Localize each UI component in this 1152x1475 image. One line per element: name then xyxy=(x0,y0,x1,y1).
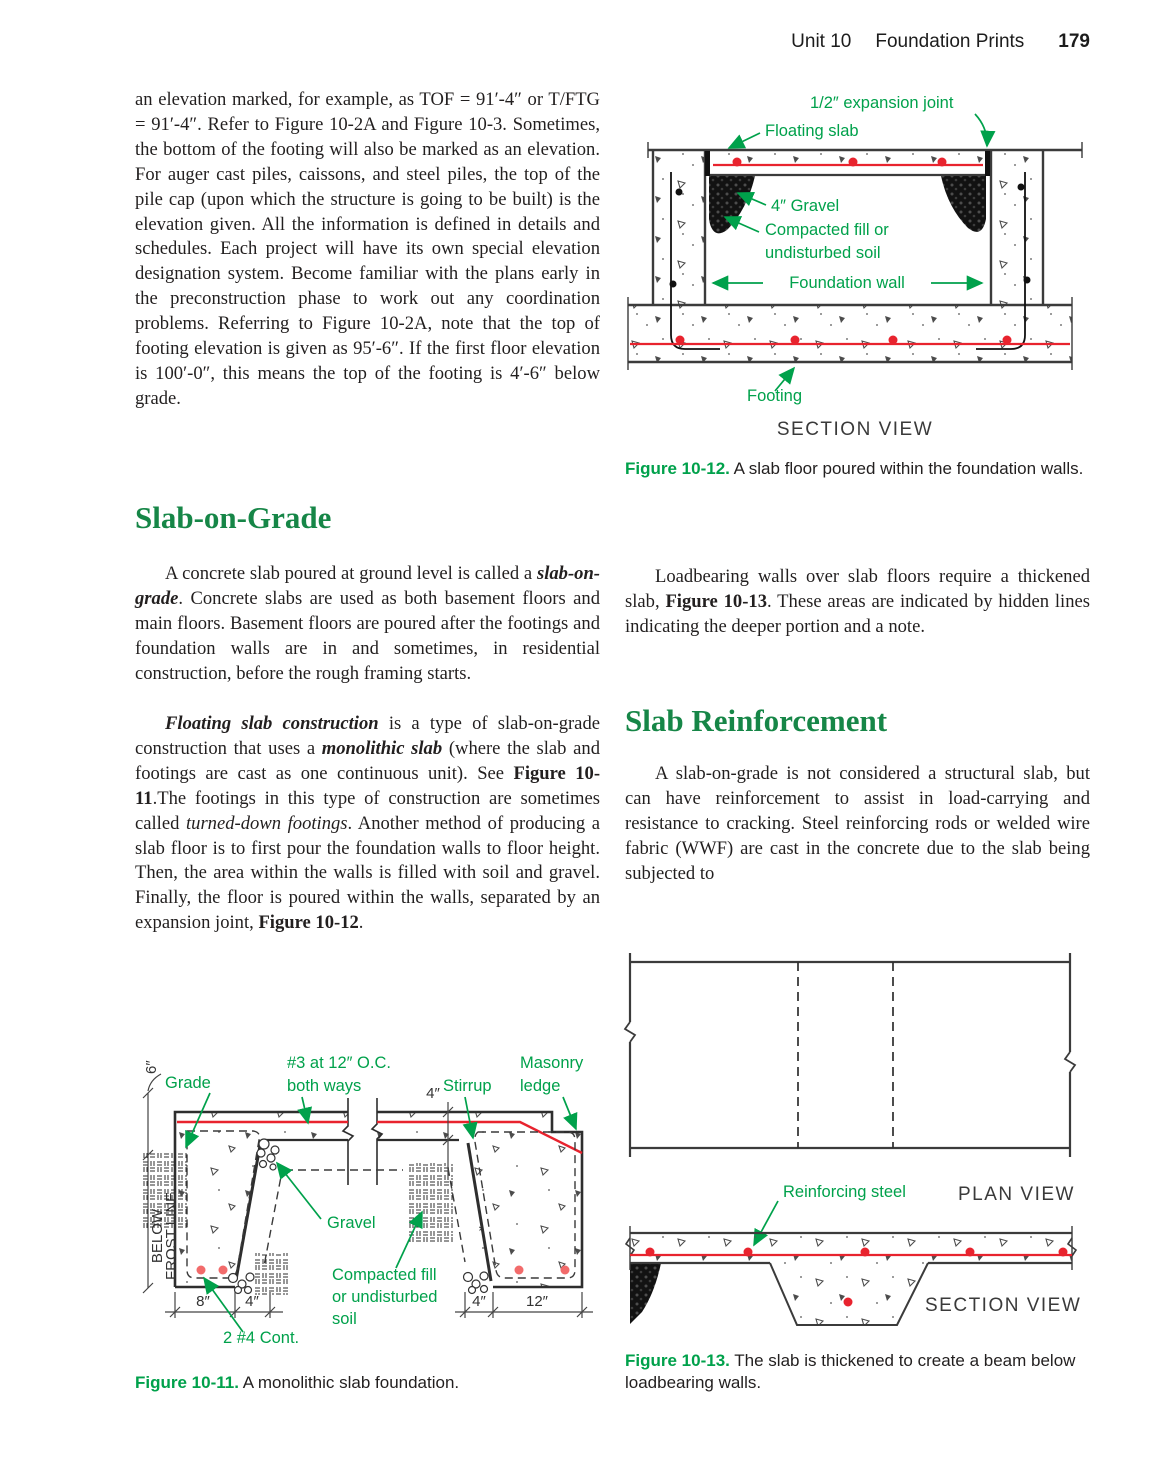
gravel-label: Gravel xyxy=(327,1214,376,1232)
compacted-fill-label-line1: Compacted fill xyxy=(332,1266,437,1284)
dim-6in: 6″ xyxy=(143,1060,160,1074)
running-head xyxy=(0,31,1090,53)
masonry-ledge-label-line1: Masonry xyxy=(520,1054,584,1072)
gravel-mass-left xyxy=(709,176,755,233)
left-foundation-wall xyxy=(653,150,705,305)
paragraph-elevation: an elevation marked, for example, as TOF = 91′-4″ or T/FTG = 91′-4″. Refer to Figure 10-2A and Figure 10-3. Sometimes, the bottom of the footing will also be marked as an elevation. For auger cast piles, caissons, and steel piles, the top of the pile cap (upon which the structure is going to be built) is the elevation given. All the information is defined in details and schedules. Each project will have its own special elevation designation system. Become familiar with the plans early in the preconstruction phase to work out any coordination problems. Referring to Figure 10-2A, note that the top of footing elevation is given as 95′-6″. If the first floor elevation is 100′-0″, this means the top of the footing is 4′-6″ below grade. xyxy=(135,89,600,409)
bars-label-line1: #3 at 12″ O.C. xyxy=(287,1054,391,1072)
section-slab-body xyxy=(630,1233,1072,1263)
expansion-joint-label: 1/2″ expansion joint xyxy=(810,94,954,112)
figure-10-12-slab-floor-drawing xyxy=(625,92,1090,442)
chapter-title: Foundation Prints xyxy=(875,31,1025,52)
expansion-joint-right xyxy=(985,151,990,176)
rebar-cont-label: 2 #4 Cont. xyxy=(223,1329,300,1347)
compacted-fill-label-line2: undisturbed soil xyxy=(765,244,881,262)
plan-view-outline xyxy=(625,953,1075,1157)
figure-10-11-caption-text: A monolithic slab foundation. xyxy=(238,1373,460,1392)
heading-slab-on-grade: Slab-on-Grade xyxy=(135,500,332,535)
gravel-label: 4″ Gravel xyxy=(771,197,840,215)
compacted-fill-label-line1: Compacted fill or xyxy=(765,221,889,239)
figure-10-12-caption xyxy=(625,458,1090,480)
gravel-mass-right xyxy=(941,176,986,232)
figure-10-13-caption-text: The slab is thickened to create a beam below loadbearing walls. xyxy=(625,1351,1076,1392)
thickened-area-hidden-lines xyxy=(798,962,893,1148)
section-view-label: SECTION VIEW xyxy=(925,1295,1082,1316)
soil-mass-left xyxy=(630,1263,661,1324)
footing-label: Footing xyxy=(747,387,803,405)
grade-label: Grade xyxy=(165,1074,211,1092)
figure-10-13-caption-label: Figure 10-13. xyxy=(625,1351,730,1370)
below-label: BELOW xyxy=(149,1208,166,1264)
page-number: 179 xyxy=(1058,31,1090,52)
frost-line-label: FROST LINE xyxy=(163,1191,180,1281)
paragraph-loadbearing: Loadbearing walls over slab floors require a thickened slab, Figure 10-13. These areas are indicated by hidden lines indicating the deeper portion and a note. xyxy=(625,566,1090,637)
figure-10-13-thickened-slab-drawing xyxy=(625,950,1090,1340)
plan-view-label: PLAN VIEW xyxy=(958,1184,1075,1205)
heading-slab-reinforcement: Slab Reinforcement xyxy=(625,703,888,738)
figure-10-11-caption xyxy=(135,1372,600,1394)
floating-slab-label: Floating slab xyxy=(765,122,859,140)
dim-4in-left: 4″ xyxy=(245,1293,259,1310)
dim-4in-right: 4″ xyxy=(472,1293,486,1310)
dim-8in: 8″ xyxy=(196,1293,210,1310)
expansion-joint-left xyxy=(705,151,710,176)
figure-10-13-caption xyxy=(625,1350,1090,1393)
figure-10-11-monolithic-slab-drawing xyxy=(135,1040,600,1370)
paragraph-concrete-slab: A concrete slab poured at ground level is called a slab-on-grade. Concrete slabs are used as both basement floors and main floors. Basement floors are poured after the footings and foundation walls are in and sometimes, in residential construction, before the rough framing starts. xyxy=(135,563,600,684)
bars-label-line2: both ways xyxy=(287,1077,362,1095)
paragraph-reinforcement: A slab-on-grade is not considered a structural slab, but can have reinforcement to assist in load-carrying and resistance to cracking. Steel reinforcing rods or welded wire fabric (WWF) are cast in the concrete due to the slab being subjected to xyxy=(625,763,1090,884)
soil-hatch-under-footing xyxy=(255,1253,289,1295)
right-foundation-wall xyxy=(991,150,1043,305)
stirrup-label: Stirrup xyxy=(443,1077,492,1095)
reinforcing-steel-label: Reinforcing steel xyxy=(783,1183,906,1201)
compacted-fill-label-line3: soil xyxy=(332,1310,357,1328)
figure-10-11-caption-label: Figure 10-11. xyxy=(135,1373,239,1392)
figure-10-12-caption-text: A slab floor poured within the foundation walls. xyxy=(729,459,1084,478)
paragraph-floating-slab: Floating slab construction is a type of slab-on-grade construction that uses a monolithic slab (where the slab and footings are cast as one continuous unit). See Figure 10-11.The footings in this type of construction are sometimes called turned-down footings. Another method of producing a slab floor is to first pour the foundation walls to floor height. Then, the area within the walls is filled with soil and gravel. Finally, the floor is poured within the walls, separated by an expansion joint, Figure 10-12. xyxy=(135,713,601,934)
foundation-wall-label: Foundation wall xyxy=(789,274,905,292)
dim-12in: 12″ xyxy=(526,1293,548,1310)
compacted-fill-label-line2: or undisturbed xyxy=(332,1288,438,1306)
section-view-label: SECTION VIEW xyxy=(776,419,934,440)
dim-4in-slab: 4″ xyxy=(426,1085,440,1102)
masonry-ledge-label-line2: ledge xyxy=(520,1077,561,1095)
footing-body xyxy=(628,305,1072,362)
figure-10-12-caption-label: Figure 10-12. xyxy=(625,459,730,478)
unit-label: Unit 10 xyxy=(791,31,852,52)
